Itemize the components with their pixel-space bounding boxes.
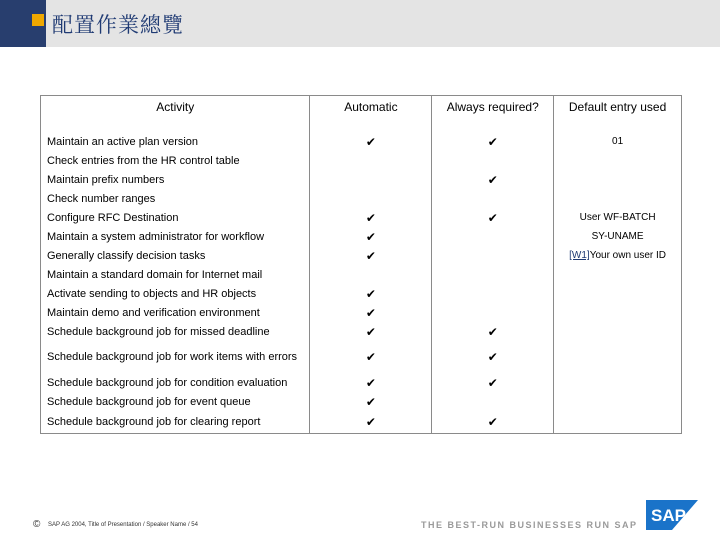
sap-logo [646, 500, 698, 530]
table-row [41, 189, 682, 208]
default-entry-cell [554, 151, 682, 170]
table-row [41, 303, 682, 322]
required-check [432, 151, 554, 170]
activity-cell: Schedule background job for work items with errors [41, 341, 310, 373]
title-accent-square [32, 14, 44, 26]
automatic-check [310, 151, 432, 170]
default-entry-cell [554, 322, 682, 341]
default-entry-cell [554, 189, 682, 208]
table-row [41, 265, 682, 284]
activity-cell: Maintain demo and verification environment [41, 303, 310, 322]
table-row [41, 132, 682, 151]
default-entry-cell [554, 392, 682, 411]
column-header-required: Always required? [432, 96, 554, 133]
column-header-default: Default entry used [554, 96, 682, 133]
table-row [41, 227, 682, 246]
automatic-check: ✔ [310, 392, 432, 411]
activity-cell: Maintain prefix numbers [41, 170, 310, 189]
required-check: ✔ [432, 322, 554, 341]
table-row [41, 208, 682, 227]
page-title: 配置作業總覽 [52, 13, 184, 37]
default-entry-cell: User WF-BATCH [554, 208, 682, 227]
required-check: ✔ [432, 411, 554, 434]
activity-cell: Generally classify decision tasks [41, 246, 310, 265]
table-row [41, 392, 682, 411]
automatic-check: ✔ [310, 132, 432, 151]
table-row [41, 246, 682, 265]
required-check: ✔ [432, 208, 554, 227]
activity-cell: Check number ranges [41, 189, 310, 208]
default-entry-cell [554, 303, 682, 322]
automatic-check: ✔ [310, 303, 432, 322]
required-check [432, 303, 554, 322]
default-entry-cell [554, 373, 682, 392]
automatic-check: ✔ [310, 341, 432, 373]
activity-cell: Maintain a standard domain for Internet mail [41, 265, 310, 284]
comment-reference-link[interactable]: [W1] [569, 250, 590, 261]
activity-cell: Maintain a system administrator for workflow [41, 227, 310, 246]
required-check: ✔ [432, 341, 554, 373]
default-entry-cell: SY-UNAME [554, 227, 682, 246]
automatic-check: ✔ [310, 208, 432, 227]
default-entry-cell [554, 341, 682, 373]
activity-cell: Activate sending to objects and HR objects [41, 284, 310, 303]
automatic-check: ✔ [310, 246, 432, 265]
automatic-check: ✔ [310, 373, 432, 392]
table-row [41, 341, 682, 373]
table-row [41, 373, 682, 392]
default-entry-cell [554, 284, 682, 303]
automatic-check [310, 170, 432, 189]
default-entry-text: Your own user ID [589, 250, 667, 261]
automatic-check: ✔ [310, 227, 432, 246]
required-check [432, 246, 554, 265]
automatic-check: ✔ [310, 284, 432, 303]
activity-cell: Schedule background job for clearing report [41, 411, 310, 434]
copyright-icon: © [33, 519, 41, 530]
default-entry-cell [554, 411, 682, 434]
activity-cell: Configure RFC Destination [41, 208, 310, 227]
table-row [41, 170, 682, 189]
default-entry-cell [554, 265, 682, 284]
activity-cell: Schedule background job for event queue [41, 392, 310, 411]
automatic-check: ✔ [310, 411, 432, 434]
required-check [432, 284, 554, 303]
activity-cell: Check entries from the HR control table [41, 151, 310, 170]
default-entry-cell [554, 246, 682, 265]
required-check: ✔ [432, 132, 554, 151]
required-check: ✔ [432, 170, 554, 189]
automatic-check [310, 189, 432, 208]
activity-cell: Schedule background job for missed deadline [41, 322, 310, 341]
required-check [432, 189, 554, 208]
table-row [41, 322, 682, 341]
activity-cell: Schedule background job for condition evaluation [41, 373, 310, 392]
table-row [41, 151, 682, 170]
sap-logo-text: SAP [651, 506, 686, 525]
table-row [41, 284, 682, 303]
required-check [432, 227, 554, 246]
required-check [432, 265, 554, 284]
required-check: ✔ [432, 373, 554, 392]
table-header-row [41, 96, 682, 133]
column-header-automatic: Automatic [310, 96, 432, 133]
column-header-activity: Activity [41, 96, 310, 133]
footer-presentation-info: SAP AG 2004, Title of Presentation / Speaker Name / 54 [48, 522, 198, 528]
default-entry-cell: 01 [554, 132, 682, 151]
required-check [432, 392, 554, 411]
footer-slogan: THE BEST-RUN BUSINESSES RUN SAP [421, 520, 638, 530]
configuration-table [40, 95, 682, 434]
default-entry-cell [554, 170, 682, 189]
table-row [41, 411, 682, 434]
automatic-check: ✔ [310, 322, 432, 341]
automatic-check [310, 265, 432, 284]
activity-cell: Maintain an active plan version [41, 132, 310, 151]
